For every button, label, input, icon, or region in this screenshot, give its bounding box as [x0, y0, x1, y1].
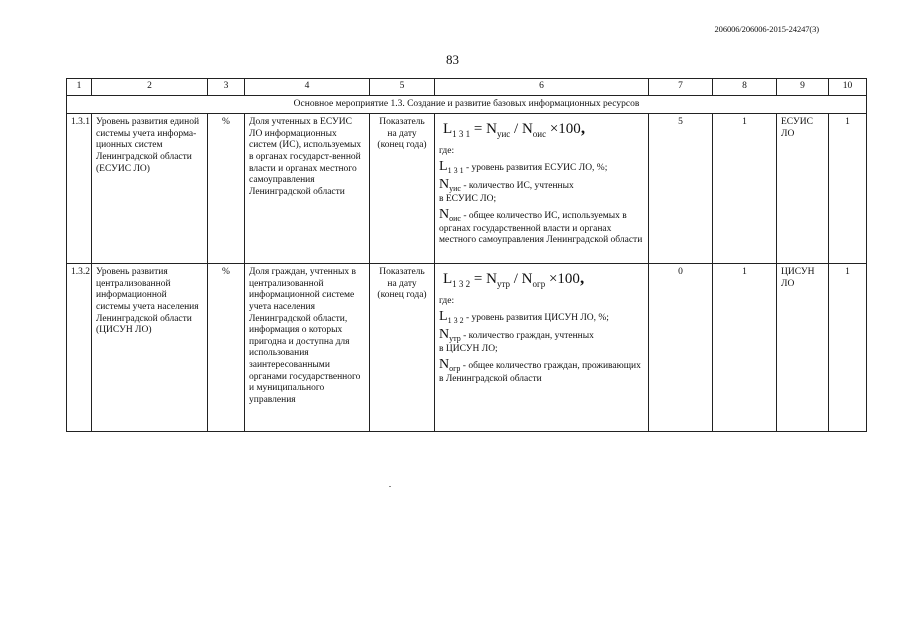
column-7-value: 5: [649, 114, 713, 264]
unit: %: [208, 114, 245, 264]
system-name: ЦИСУН ЛО: [777, 264, 829, 432]
column-number: 1: [67, 79, 92, 96]
formula-cell: [435, 264, 649, 432]
column-number-row: [67, 79, 867, 96]
column-number: 10: [829, 79, 867, 96]
column-8-value: 1: [713, 114, 777, 264]
column-number: 2: [92, 79, 208, 96]
indicator-type: Показатель на дату (конец года): [370, 114, 435, 264]
formula-definition: $N_{утр}$ - количество граждан, учтенных в ЦИСУН ЛО;: [439, 326, 594, 355]
formula-definition: $L_{1 3 1}$ - уровень развития ЕСУИС ЛО, %;: [439, 158, 608, 175]
formula-definition: $N_{огр}$ - общее количество граждан, проживающих в Ленинградской области: [439, 356, 641, 384]
indicator-description: Доля граждан, учтенных в централизованной информационной системе учета населения Ленинградской области, информация о которых пригодна и доступна для использования заинтересованными органами государственного и муниципального управления: [245, 264, 370, 432]
system-name: ЕСУИС ЛО: [777, 114, 829, 264]
column-number: 9: [777, 79, 829, 96]
column-number: 6: [435, 79, 649, 96]
column-number: 3: [208, 79, 245, 96]
indicator-name: Уровень развития единой системы учета информа-ционных систем Ленинградской области (ЕСУИС ЛО): [92, 114, 208, 264]
unit: %: [208, 264, 245, 432]
column-number: 5: [370, 79, 435, 96]
document-id: 206006/206006-2015-24247(3): [714, 24, 819, 34]
scan-speck: [389, 486, 391, 487]
table-row: [67, 264, 867, 432]
page-number: 83: [446, 52, 459, 67]
formula-definition: $L_{1 3 2}$ - уровень развития ЦИСУН ЛО, %;: [439, 308, 609, 325]
column-8-value: 1: [713, 264, 777, 432]
indicator-name: Уровень развития централизованной информационной системы учета населения Ленинградской области (ЦИСУН ЛО): [92, 264, 208, 432]
formula-definition: $N_{оис}$ - общее количество ИС, используемых в органах государственной власти и органах местного самоуправления Ленинградской области: [439, 206, 643, 246]
table-row: [67, 114, 867, 264]
row-number: 1.3.2: [67, 264, 92, 432]
column-number: 8: [713, 79, 777, 96]
indicator-description: Доля учтенных в ЕСУИС ЛО информационных систем (ИС), используемых в органах государст-венной власти и органах местного самоуправления Ленинградской области: [245, 114, 370, 264]
column-number: 7: [649, 79, 713, 96]
column-10-value: 1: [829, 114, 867, 264]
indicators-table: [66, 78, 867, 432]
formula-definition: $N_{уис}$ - количество ИС, учтенных в ЕСУИС ЛО;: [439, 176, 574, 205]
section-row: [67, 95, 867, 114]
column-number: 4: [245, 79, 370, 96]
column-10-value: 1: [829, 264, 867, 432]
formula: $L_{1 3 1} = N_{уис} / N_{оис} \times 100$,: [443, 118, 586, 140]
formula-cell: [435, 114, 649, 264]
formula-where: где:: [439, 296, 455, 307]
formula-where: где:: [439, 146, 455, 157]
formula: $L_{1 3 2} = N_{утр} / N_{огр} \times 100$,: [443, 268, 585, 290]
section-title: Основное мероприятие 1.3. Создание и развитие базовых информационных ресурсов: [67, 95, 867, 114]
row-number: 1.3.1: [67, 114, 92, 264]
indicator-type: Показатель на дату (конец года): [370, 264, 435, 432]
column-7-value: 0: [649, 264, 713, 432]
